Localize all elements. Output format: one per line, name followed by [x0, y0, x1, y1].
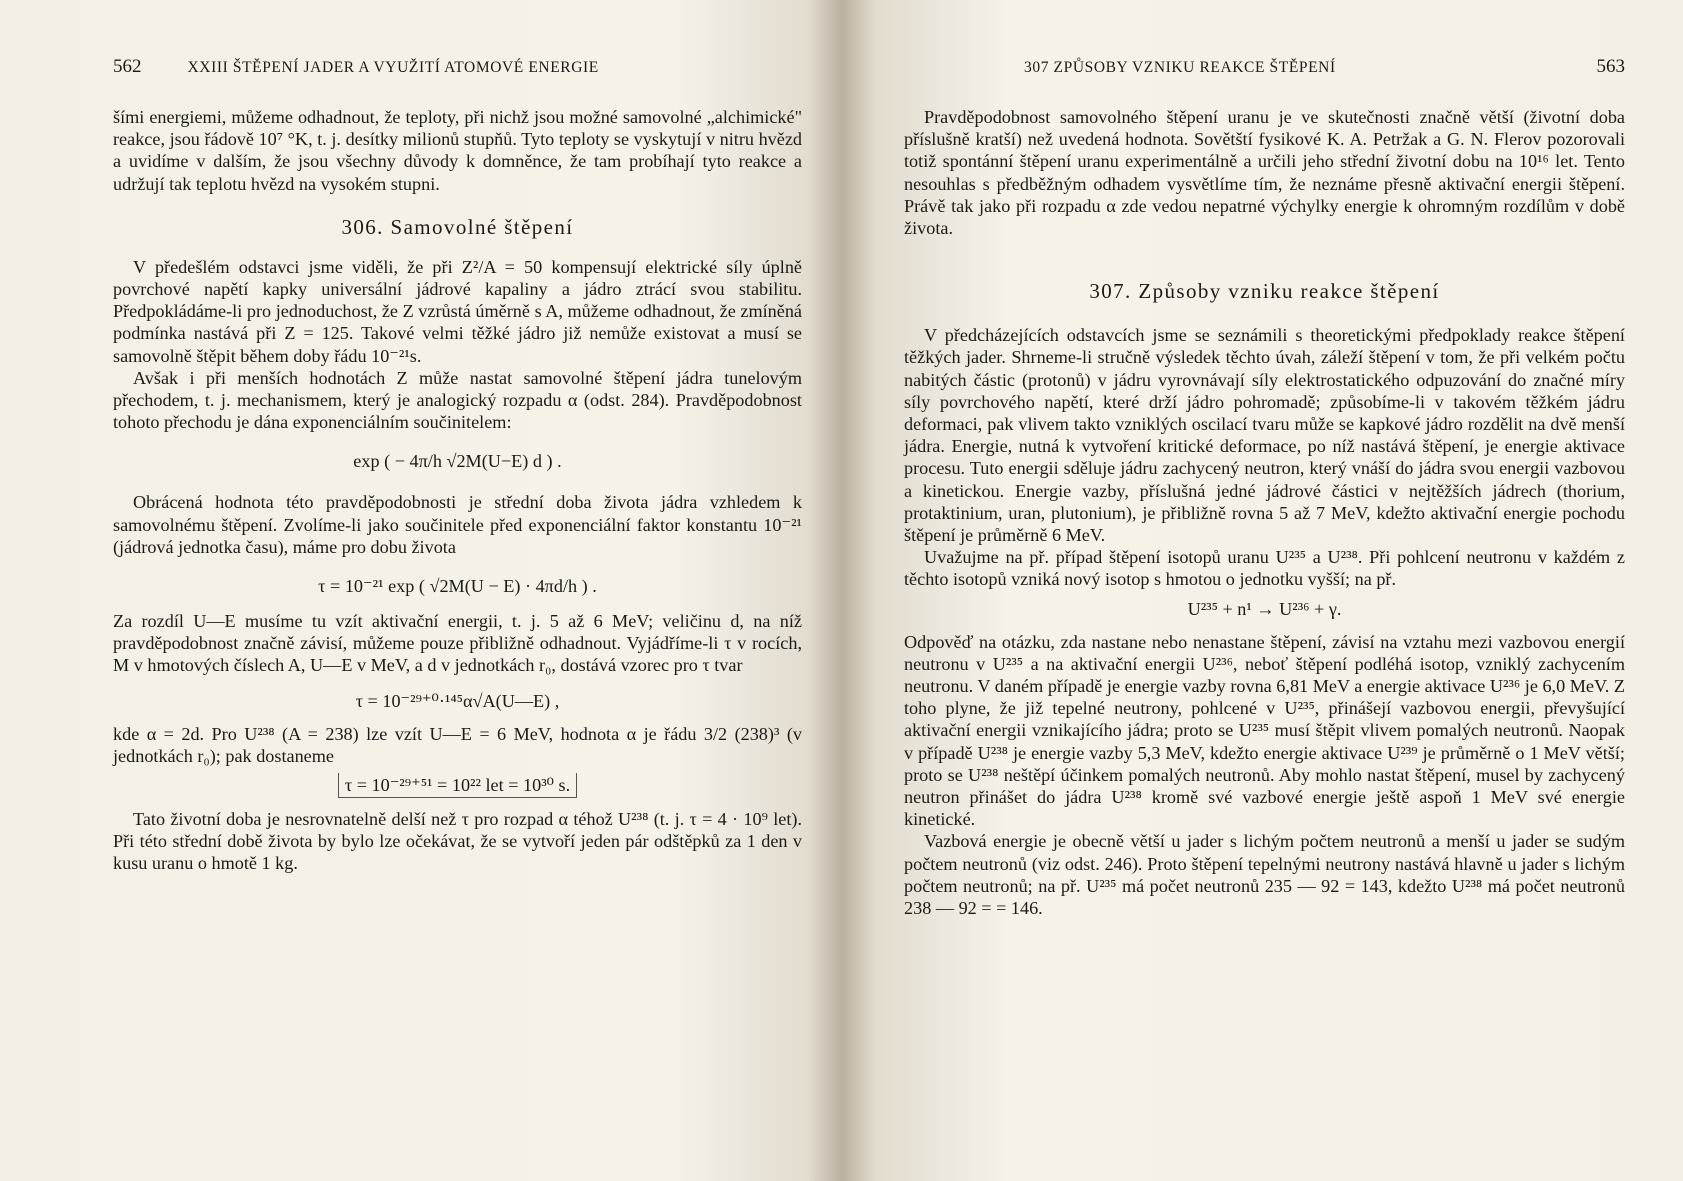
formula-lifetime: τ = 10⁻²¹ exp ( √2M(U − E) · 4πd/h ) . — [318, 576, 597, 597]
formula-lifetime-years: τ = 10⁻²⁹⁺⁰·¹⁴⁵α√A(U—E) , — [355, 690, 560, 711]
left-paragraph-1: šími energiemi, můžeme odhadnout, že teploty, při nichž jsou možné samovolné „alchimické" reakce, jsou řádově 10⁷ °K, t. j. desítky milionů stupňů. Tyto teploty se vyskytují v nitru hvězd a uvidíme v dalším, že jsou všechny důvody k domněnce, že tam probíhají tyto reakce a udržují tak teplotu hvězd na vysokém stupni. — [113, 107, 802, 194]
right-paragraph-1: Pravděpodobnost samovolného štěpení uranu je ve skutečnosti značně větší (životní doba příslušně kratší) než uvedená hodnota. Sovětští fysikové K. A. Petržak a G. N. Flerov pozorovali totiž spontánní štěpení uranu experimentálně a určili jeho střední životní dobu na 10¹⁶ let. Tento nesouhlas s předběžným odhadem vysvětlíme tím, že neznáme přesně aktivační energii štěpení. Právě tak jako při rozpadu α zde vedou nepatrné výchylky energie k ohromným rozdílům v době života. — [904, 107, 1625, 239]
right-page — [842, 0, 1683, 1181]
section-306-heading: 306. Samovolné štěpení — [341, 214, 574, 239]
left-paragraph-5: Za rozdíl U—E musíme tu vzít aktivační energii, t. j. 5 až 6 MeV; veličinu d, na níž pravděpodobnost značně závisí, můžeme pouze přibližně odhadnout. Vyjádříme-li τ v rocích, M v hmotových číslech A, U—E v MeV, a d v jednotkách r₀, dostává vzorec pro τ tvar — [113, 611, 802, 676]
right-paragraph-4: Odpověď na otázku, zda nastane nebo nenastane štěpení, závisí na vztahu mezi vazbovou energií neutronu v U²³⁵ a na aktivační energii U²³⁶, neboť štěpení podléhá isotop, vzniklý zachycením neutronu. V daném případě je energie vazby rovna 6,81 MeV a energie aktivace U²³⁶ je 6,0 MeV. Z toho plyne, že již tepelné neutrony, pohlcené v U²³⁵, přinášejí vazbovou energii, převyšující aktivační energii vznikajícího jádra; proto se U²³⁵ musí štěpit vlivem pomalých neutronů. Naopak v případě U²³⁸ je energie vazby 5,3 MeV, kdežto energie aktivace U²³⁹ je průměrně o 1 MeV větší; proto se U²³⁸ neštěpí účinkem pomalých neutronů. Aby mohlo nastat štěpení, musel by zachycený neutron přinášet do jádra U²³⁸ kromě své vazbové energie ještě aspoň 1 MeV své energie kinetické. — [904, 631, 1625, 830]
right-paragraph-2: V předcházejících odstavcích jsme se seznámili s theoretickými předpoklady reakce štěpení těžkých jader. Shrneme-li stručně výsledek těchto úvah, záleží štěpení v tom, že při velkém počtu nabitých částic (protonů) v jádru vyrovnávají síly elektrostatického odpuzování do značné míry síly povrchového napětí, které drží jádro pohromadě; způsobíme-li v takovém těžkém jádru deformaci, pak vlivem takto vzniklých oscilací tvaru může se kapkové jádro rozdělit na dvě menší jádra. Energie, nutná k vytvoření kritické deformace, po níž nastává štěpení, je energie aktivace procesu. Tuto energii sděluje jádru zachycený neutron, který vnáší do jádra svou energii vazbovou a kinetickou. Energie vazby, příslušná jedné jádrové částici v nejtěžších jádrech (thorium, protaktinium, uran, plutonium), je přibližně rovna 5 až 7 MeV, kdežto aktivační energie pochodu štěpení je průměrně 6 MeV. — [904, 325, 1625, 546]
left-paragraph-7: Tato životní doba je nesrovnatelně delší než τ pro rozpad α téhož U²³⁸ (t. j. τ = 4 · 10⁹ let). Při této střední době života by bylo lze očekávat, že se vytvoří jeden pár odštěpků za 1 den v kusu uranu o hmotě 1 kg. — [113, 809, 802, 874]
right-running-head — [904, 56, 1625, 106]
left-paragraph-6: kde α = 2d. Pro U²³⁸ (A = 238) lze vzít U—E = 6 MeV, hodnota α je řádu 3/2 (238)³ (v jednotkách r₀); pak dostaneme — [113, 723, 802, 766]
left-paragraph-3: Avšak i při menších hodnotách Z může nastat samovolné štěpení jádra tunelovým přechodem, t. j. mechanismem, který je analogický rozpadu α (odst. 284). Pravděpodobnost tohoto přechodu je dána exponenciálním součinitelem: — [113, 367, 802, 433]
right-page-number: 563 — [1596, 56, 1625, 77]
right-paragraph-5: Vazbová energie je obecně větší u jader s lichým počtem neutronů a menší u jader se sudým počtem neutronů (viz odst. 246). Proto štěpení tepelnými neutrony nastává hlavně u jader s lichým počtem neutronů; na př. U²³⁵ má počet neutronů 235 — 92 = 143, kdežto U²³⁸ má počet neutronů 238 — 92 = = 146. — [904, 831, 1625, 919]
right-running-title: 307 ZPŮSOBY VZNIKU REAKCE ŠTĚPENÍ — [1024, 59, 1336, 76]
formula-exponential-factor: exp ( − 4π/h √2M(U−E) d ) . — [353, 451, 562, 472]
formula-result — [113, 773, 802, 798]
formula-capture-reaction: U²³⁵ + n¹ → U²³⁶ + γ. — [1187, 598, 1342, 619]
formula-result-box: τ = 10⁻²⁹⁺⁵¹ = 10²² let = 10³⁰ s. — [338, 773, 577, 798]
right-paragraph-3: Uvažujme na př. případ štěpení isotopů uranu U²³⁵ a U²³⁸. Při pohlcení neutronu v každém z těchto isotopů vzniká nový isotop s hmotou o jednotku vyšší; na př. — [904, 547, 1625, 590]
section-307-heading: 307. Způsoby vzniku reakce štěpení — [1089, 279, 1440, 304]
left-running-title: XXIII ŠTĚPENÍ JADER A VYUŽITÍ ATOMOVÉ ENERGIE — [187, 59, 599, 76]
left-paragraph-4: Obrácená hodnota této pravděpodobnosti je střední doba života jádra vzhledem k samovolnému štěpení. Zvolíme-li jako součinitele před exponenciální faktor konstantu 10⁻²¹ (jádrová jednotka času), máme pro dobu života — [113, 492, 802, 557]
left-paragraph-2: V předešlém odstavci jsme viděli, že při Z²/A = 50 kompensují elektrické síly úplně povrchové napětí kapky universální jádrové kapaliny a jádro ztrácí svou stabilitu. Předpokládáme-li pro jednoduchost, že Z vzrůstá úměrně s A, můžeme odhadnout, že zmíněná podmínka nastává při Z = 125. Takové velmi těžké jádro již nemůže existovat a musí se samovolně štěpit během doby řádu 10⁻²¹s. — [113, 256, 802, 366]
left-running-head — [113, 56, 802, 106]
left-page-number: 562 — [113, 56, 142, 77]
